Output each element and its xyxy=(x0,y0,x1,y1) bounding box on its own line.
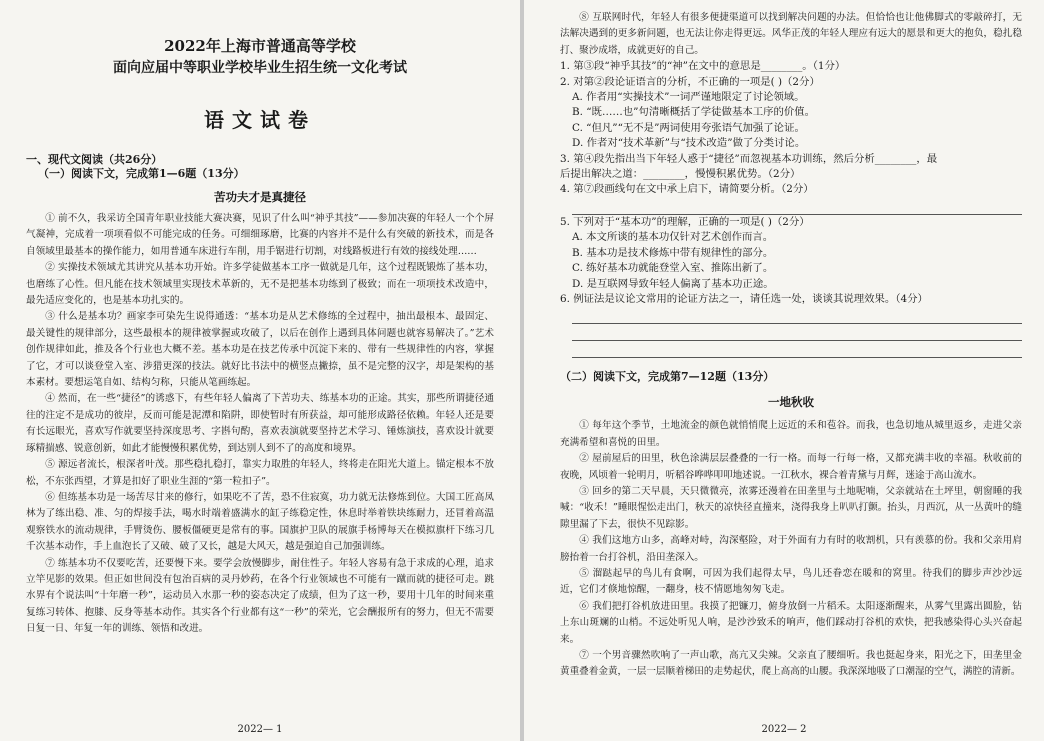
answer-line xyxy=(572,343,1022,358)
question-6: 6. 例证法是议论文常用的论证方法之一，请任选一处，谈谈其说理效果。（4分） xyxy=(560,292,928,305)
section-heading: 一、现代文阅读（共26分） xyxy=(26,153,163,166)
exam-title: 语文试卷 xyxy=(204,108,316,132)
q2-option-b: B. “既……也”句清晰概括了学徒做基本工序的价值。 xyxy=(572,106,816,119)
right-page xyxy=(524,0,1044,741)
page-number-right: 2022— 2 xyxy=(761,724,807,735)
article2-paragraph-7: ⑦ 一个男音骤然吹响了一声山歌，高亢又尖辣。父亲直了腰细听。我也挺起身来，阳光之下，田垄里金黄重叠着金黄，一层一层顺着梯田的走势起伏，爬上高高的山腰。我深深地吸了口潮湿的空气，满腔的清新。 xyxy=(560,650,1022,678)
part2-heading: （二）阅读下文，完成第7—12题（13分） xyxy=(560,370,775,384)
paragraph-6: ⑥ 但练基本功是一场苦尽甘来的修行，如果吃不了苦，恐不住寂寞，功力就无法修炼到位。大国工匠高凤林为了练出稳、准、匀的焊接手法，喝水时端着盛满水的缸子练稳定性，休息时举着铁块练耐力，还冒着高温观察铁水的流动规律，手臂烫伤、腰板僵硬更是常有的事。国旗护卫队的展旗手杨博每天在模拟旗杆下练习几千次基本动作，手上血泡长了又破、破了又长，越是大风天，越是强迫自己加强训练。 xyxy=(26,491,494,553)
question-5: 5. 下列对于“基本功”的理解，正确的一项是( )（2分） xyxy=(560,215,810,228)
q5-option-b: B. 基本功是技术修炼中带有规律性的部分。 xyxy=(572,246,774,259)
question-3-line1: 3. 第④段先指出当下年轻人惑于“捷径”而忽视基本功训练，然后分析________，最 xyxy=(560,152,938,165)
article2-paragraph-2: ② 屋前屋后的田里，秋色涂满层层叠叠的一行一格。而每一行每一格，又都充满丰收的幸福。秋收前的夜晚，风顷着一轮明月，听稻谷哗哗叩叩地述说。一江秋水，裸合着青黛与月辉，迷途于高山流水。 xyxy=(560,453,1022,481)
paragraph-5: ⑤ 源远者流长，根深者叶茂。那些稳扎稳打，靠实力取胜的年轻人，终将走在阳光大道上。锚定根本不放松，不东张西望，才算是扣好了职业生涯的“第一粒扣子”。 xyxy=(26,459,494,487)
question-1: 1. 第③段“神乎其技”的“神”在文中的意思是________。（1分） xyxy=(560,60,846,73)
article2-title: 一地秋收 xyxy=(768,395,814,410)
q5-option-d: D. 是互联网导致年轻人偏离了基本功正途。 xyxy=(572,277,774,290)
paragraph-2: ② 实操技术领域尤其讲究从基本功开始。许多学徒做基本工序一做就是几年，这个过程既锻炼了基本功，也磨练了心性。但凡能在技术领域里实现技术革新的，无不是把基本功练到了极致；而在一项项技术改造中，最先适应变化的，也是基本功扎实的。 xyxy=(26,262,494,307)
page-number-left: 2022— 1 xyxy=(237,724,283,735)
question-2: 2. 对第②段论证语言的分析，不正确的一项是( )（2分） xyxy=(560,75,820,88)
q2-option-d: D. 作者对“技术革新”与“技术改造”做了分类讨论。 xyxy=(572,137,806,150)
left-page xyxy=(0,0,520,741)
answer-line xyxy=(572,309,1022,324)
exam-header-line1: 2022年上海市普通高等学校 xyxy=(164,37,356,55)
paragraph-7: ⑦ 练基本功不仅要吃苦，还要慢下来。要学会放慢脚步，耐住性子。年轻人容易有急于求成的心理，追求立竿见影的效果。但正如世间没有包治百病的灵丹妙药，在各个行业领域也不可能有一蹴而就的捷径可走。跳水界有个说法叫“十年磨一秒”，运动员入水那一秒的姿态决定了成绩，但为了这一秒，要用十几年的时间来重复练习转体、抱膝、反身等基本动作。其实各个行业都有这“一秒”的荣光，它会酬报所有的努力，但无不需要日复一日、年复一年的训练、领悟和改进。 xyxy=(26,557,494,635)
article2-paragraph-1: ① 每年这个季节，土地流金的颜色就悄悄爬上远近的禾和苞谷。而我，也急切地从城里返乡，走进父亲充满希望和喜悦的田里。 xyxy=(560,420,1022,448)
q5-option-c: C. 练好基本功就能登堂入室、推陈出新了。 xyxy=(572,262,774,275)
article2-paragraph-5: ⑤ 溜跶起早的鸟儿有食啊，可因为我们起得太早，鸟儿还眷恋在暖和的窝里。待我们的脚步声沙沙远近，它们才倏地惊醒，一翻身，枝不情愿地匆匆飞走。 xyxy=(560,567,1022,596)
question-3-line2: 后提出解决之道：________，慢慢积累优势。（2分） xyxy=(560,168,801,181)
question-4: 4. 第⑦段画线句在文中承上启下，请简要分析。（2分） xyxy=(560,183,814,196)
q5-option-a: A. 本文所谈的基本功仅针对艺术创作而言。 xyxy=(572,231,774,244)
article2-paragraph-4: ④ 我们这地方山多，高峰对峙，沟深壑险，对于外面有力有时的收割机，只有羡慕的份。我和父亲用肩膀抬着一台打谷机，沿田垄深入。 xyxy=(560,535,1022,563)
paragraph-1: ① 前不久，我采访全国青年职业技能大赛决赛，见识了什么叫“神乎其技”——参加决赛的年轻人一个个屏气凝神，完成着一项项看似不可能完成的任务。可细细琢磨，比赛的内容并不是什么有突破的新技术，而是各自领域里最基本的操作能力，如用普通车床进行车削，用手锯进行切割，对线路板进行有效的接线处理…… xyxy=(26,213,494,257)
part-heading: （一）阅读下文，完成第1—6题（13分） xyxy=(38,167,245,180)
paragraph-3: ③ 什么是基本功？画家李可染先生说得通透：“基本功是从艺术修练的全过程中，抽出最根本、最固定、最关键性的规律部分，这些最根本的规律被掌握或攻破了，以后在创作上遇到具体问题也就容易解决了。”艺术创作规律如此，推及各个行业也大概不差。基本功是在技艺传承中沉淀下来的、带有一些规律性的内容，掌握了它，才可以谈登堂入室、涉猎更深的技法。就好比书法中的横竖点撇捺，虽不是完整的汉字，却是架构的基本素材。要想运笔自如、结构匀称，只能从笔画练起。 xyxy=(26,311,494,389)
paragraph-8: ⑧ 互联网时代，年轻人有很多便捷渠道可以找到解决问题的办法。但恰恰也让他佛脚式的零敲碎打，无法解决遇到的更多新问题，也无法让你走得更远。风华正茂的年轻人理应有远大的愿景和更大的抱负，稳扎稳打、聚沙成塔，成就更好的自己。 xyxy=(560,12,1022,56)
article-title: 苦功夫才是真捷径 xyxy=(214,190,306,204)
q2-option-c: C. “但凡”“无不是”两词使用夸张语气加强了论证。 xyxy=(572,121,805,134)
q2-option-a: A. 作者用“实操技术”一词严谨地限定了讨论领域。 xyxy=(572,91,805,104)
paragraph-4: ④ 然而，在一些“捷径”的诱惑下，有些年轻人偏离了下苦功夫、练基本功的正途。其实，那些所谓捷径通往的注定不是成功的彼岸，反而可能是泥潭和陷阱，即使暂时有所获益，却可能形成路径依赖。年轻人还是要有长远眼光，喜欢写作就要坚持深度思考、字斟句酌，喜欢表演就要坚持艺术学习、锤炼演技，喜欢设计就要琢精揣感、锐意创新，如此才能慢慢积累优势，到达别人到不了的高度和境界。 xyxy=(26,393,494,454)
answer-line xyxy=(572,326,1022,341)
answer-line xyxy=(572,200,1022,215)
article2-paragraph-6: ⑥ 我们把打谷机放进田里。我摸了把镰刀，俯身放倒一片稻禾。太阳逐渐醒来，从雾气里露出圆脸，钻上东山斑斓的山梢。不远处听见人响，是沙沙致禾的响声，他们踩动打谷机的欢快，把我感染得心头兴奋起来。 xyxy=(560,600,1022,645)
article2-paragraph-3: ③ 回乡的第二天早晨，天只微微亮，浓雾还漫着在田垄里与土地呢喃，父亲就站在土坪里，朝窗睡的我喊：“收禾！”睡眼惺忪走出门，秋天的凉快径直撞来，浇得我身上叭叭打颤。抬头，月西沉，从一丛黄叶的缝隙里漏了下去，很快不见踪影。 xyxy=(560,485,1022,530)
exam-header-line2: 面向应届中等职业学校毕业生招生统一文化考试 xyxy=(113,60,407,76)
